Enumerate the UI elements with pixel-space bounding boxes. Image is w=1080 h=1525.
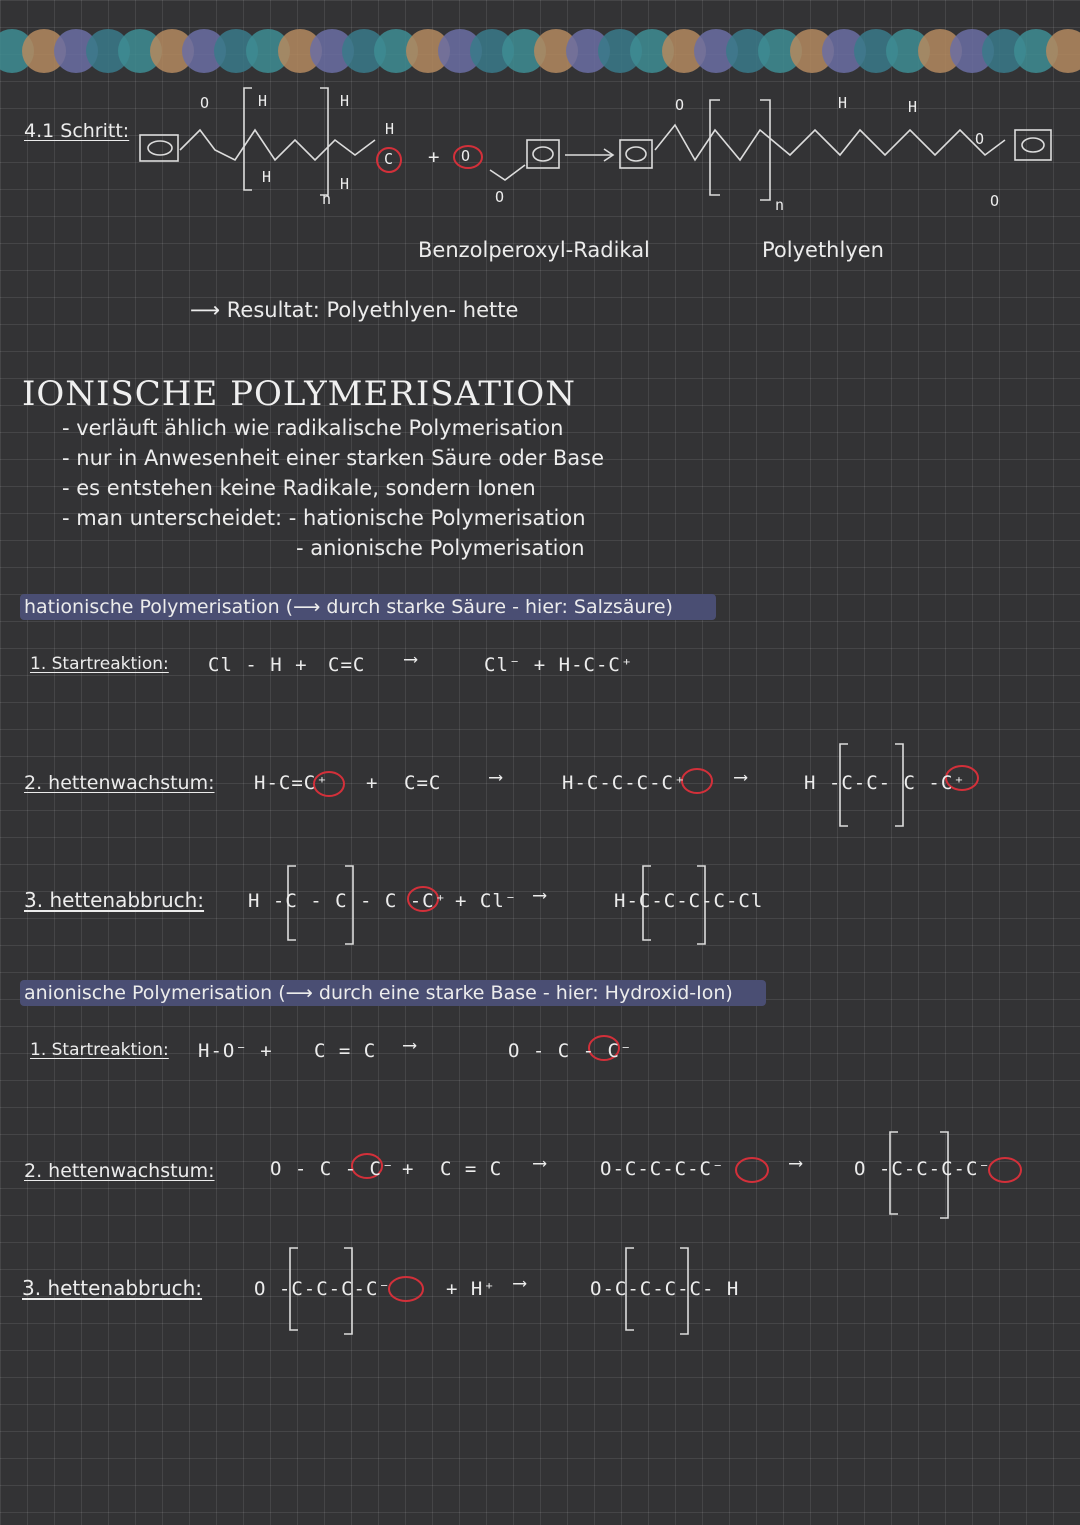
anion-circle-3 [736, 1158, 768, 1182]
benzene-ring-3 [626, 147, 646, 161]
an-step2-ethene: C = C [440, 1158, 503, 1180]
oxygen-label: O [495, 188, 506, 206]
oxygen-label: O [990, 192, 1001, 210]
cat-step2-label: 2. hettenwachstum: [24, 772, 215, 794]
anion-circle-4 [989, 1158, 1021, 1182]
h-label: H [258, 92, 269, 110]
anion-circle-5 [389, 1277, 423, 1301]
benzene-ring-1 [148, 141, 172, 155]
benzene-box-3 [620, 140, 652, 168]
bracket-right-2 [760, 100, 770, 200]
n-subscript: n [775, 196, 786, 214]
an-step1-product: O - C - C⁻ [508, 1040, 633, 1062]
benzene-box-2 [527, 140, 559, 168]
h-label: H [262, 168, 273, 186]
plus-sign: + [428, 146, 441, 168]
oxygen-label: O [200, 94, 211, 112]
bullet-item: - man unterscheidet: - hationische Polymerisation [62, 506, 586, 530]
arrow: ⟶ [514, 1272, 527, 1294]
cationic-header: hationische Polymerisation (⟶ durch starke Säure - hier: Salzsäure) [24, 596, 673, 618]
bullet-item: - nur in Anwesenheit einer starken Säure oder Base [62, 446, 605, 470]
step-4-1-label: 4.1 Schritt: [24, 120, 130, 142]
result-text: ⟶ Resultat: Polyethlyen- hette [190, 298, 519, 322]
radical-chain-right [655, 125, 1005, 160]
arrow: ⟶ [534, 884, 547, 906]
cat-step3-plus-cl: + Cl⁻ [455, 890, 518, 912]
polyethylen-label: Polyethlyen [762, 238, 884, 262]
arrow: ⟶ [735, 766, 748, 788]
cat-step2-product: H-C-C-C-C⁺ [562, 772, 687, 794]
oxygen-label: O [975, 130, 986, 148]
h-label: H [838, 94, 849, 112]
benzoyl-peroxyl-label: Benzolperoxyl-Radikal [418, 238, 650, 262]
plus-sign: + [366, 772, 379, 794]
c-label: C [384, 150, 395, 168]
radical-chain-left [180, 130, 375, 160]
cat-step3-label: 3. hettenabbruch: [24, 888, 205, 912]
benzoyl-chain [490, 165, 525, 180]
an-step2-final: O -C-C-C-C⁻ [854, 1158, 991, 1180]
arrow: ⟶ [490, 766, 503, 788]
h-label: H [340, 92, 351, 110]
oxygen-radical: O [461, 147, 472, 165]
an-step1-lhs: H-O⁻ + [198, 1040, 273, 1062]
an-step3-product: O-C-C-C-C- H [590, 1278, 740, 1300]
h-label: H [340, 175, 351, 193]
cat-step1-ethene: C=C [328, 654, 366, 676]
cat-step2-final: H -C-C- C -C⁺ [804, 772, 966, 794]
an-step2-label: 2. hettenwachstum: [24, 1160, 215, 1182]
n-subscript: n [322, 190, 333, 208]
bullet-item: - es entstehen keine Radikale, sondern Ionen [62, 476, 536, 500]
cat-step1-label: 1. Startreaktion: [30, 654, 169, 674]
bracket-right [320, 88, 328, 195]
bracket-left-2 [710, 100, 720, 195]
arrow: ⟶ [790, 1152, 803, 1174]
arrow: ⟶ [404, 1034, 417, 1056]
oxygen-label: O [675, 96, 686, 114]
cat-step2-ethene: C=C [404, 772, 442, 794]
h-label: H [385, 120, 396, 138]
section-title: IONISCHE POLYMERISATION [22, 374, 577, 414]
an-step3-left: O -C-C-C-C⁻ [254, 1278, 391, 1300]
h-label: H [908, 98, 919, 116]
cat-step1-rhs: Cl⁻ + H-C-C⁺ [484, 654, 634, 676]
bullet-item: - verläuft ählich wie radikalische Polymerisation [62, 416, 564, 440]
cat-step1-lhs: Cl - H + [208, 654, 308, 676]
an-step1-ethene: C = C [314, 1040, 377, 1062]
an-step2-product: O-C-C-C-C⁻ [600, 1158, 725, 1180]
an-step2-left: O - C - C⁻ [270, 1158, 395, 1180]
arrow: ⟶ [405, 648, 418, 670]
plus-sign: + [402, 1158, 415, 1180]
benzene-box-4 [1015, 130, 1051, 160]
cat-step3-product: H-C-C-C-C-Cl [614, 890, 764, 912]
an-step3-plus: + H⁺ [446, 1278, 496, 1300]
bracket-left [244, 88, 252, 190]
an-step1-label: 1. Startreaktion: [30, 1040, 169, 1060]
an-step3-label: 3. hettenabbruch: [22, 1276, 203, 1300]
benzene-ring-4 [1022, 138, 1044, 152]
cation-circle-2 [682, 769, 712, 793]
cat-step3-left: H -C - C - C -C⁺ [248, 890, 448, 912]
bullet-sub-item: - anionische Polymerisation [296, 536, 585, 560]
anionic-header: anionische Polymerisation (⟶ durch eine starke Base - hier: Hydroxid-Ion) [24, 982, 733, 1004]
cat-step2-left: H-C=C⁺ [254, 772, 329, 794]
benzene-ring-2 [533, 147, 553, 161]
arrow: ⟶ [534, 1152, 547, 1174]
